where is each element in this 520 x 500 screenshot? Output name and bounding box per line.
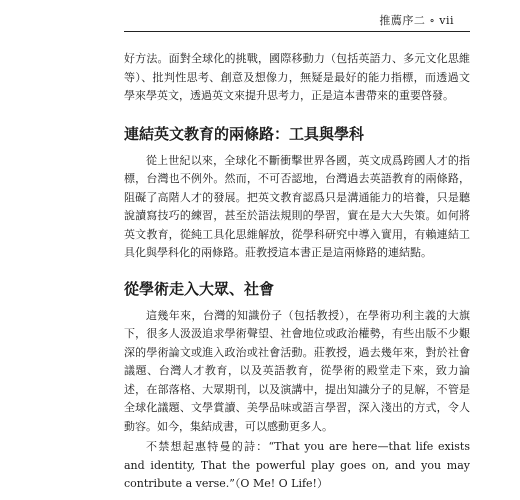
running-header: 推薦序二 ∘ vii [379,14,454,27]
section-heading-tools-and-discipline: 連結英文教育的兩條路：工具與學科 [124,124,365,143]
header-rule [124,31,470,32]
section-paragraph: 這幾年來，台灣的知識份子（包括教授），在學術功利主義的大旗下，很多人汲汲追求學術聲望、社會地位或政治權勢，有些出版不少艱深的學術論文或進入政治或社會活動。莊教授，過去幾年來，對於社會議題、台灣人才教育，以及英語教育，從學術的殿堂走下來，致力論述，在部落格、大眾期刊，以及演講中，提出知識分子的見解，不管是全球化議題、文學賞讀、美學品味或語言學習，深入淺出的方式，令人動容。如今，集結成書，可以感動更多人。 [124,308,470,433]
page-body [124,50,470,494]
poem-quote-paragraph: 不禁想起惠特曼的詩：“That you are here—that life exists and identity, That the powerful play goes on, and you may contribute a verse.”（O Me! O Life!） [124,440,470,490]
section-paragraph: 從上世紀以來，全球化不斷衝擊世界各國，英文成爲跨國人才的指標，台灣也不例外。然而，不可否認地，台灣過去英語教育的兩條路，阻礙了高階人才的發展。把英文教育認爲只是溝通能力的培養，只是聽說讀寫技巧的練習，甚至於語法規則的學習，實在是大大失策。如何將英文教育，從純工具化思維解放，從學科研究中導入實用，有賴連結工具化與學科化的兩條路。莊教授這本書正是這兩條路的連結點。 [124,153,470,259]
section-heading-academia-to-public: 從學術走入大眾、社會 [124,279,275,298]
intro-paragraph: 好方法。面對全球化的挑戰，國際移動力（包括英語力、多元文化思維等）、批判性思考、創意及想像力，無疑是最好的能力指標，而透過文學來學英文，透過英文來提升思考力，正是這本書帶來的重要啓發。 [124,52,470,102]
